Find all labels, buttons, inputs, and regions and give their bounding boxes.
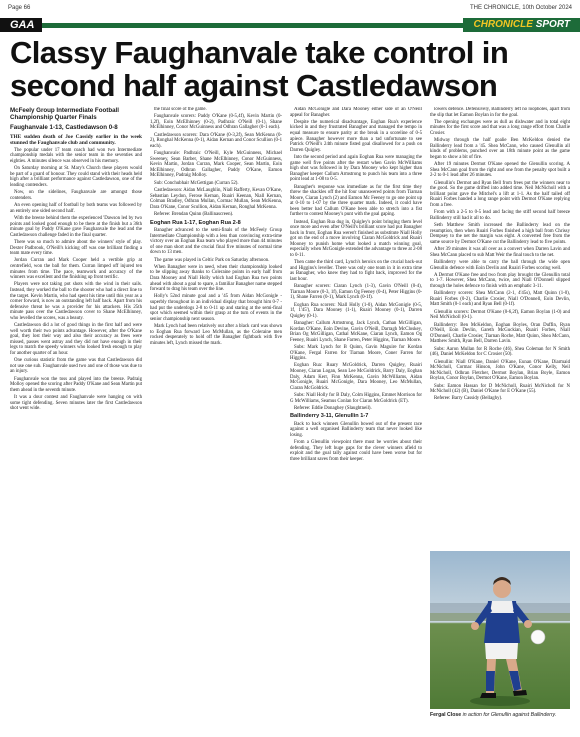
match-photo [430, 551, 570, 709]
article-paragraph: the final score of the game. [154, 107, 207, 112]
column-2 [150, 107, 282, 735]
article-paragraph: Castledawson: Aidan McLaughlin, Niall Rafferty, Kevan O'Kane, Sebastian Leydon, Ferose Kernan, Ruairi Keenan, Niall Kernan, Colman Bradley, Odhran Mullan, Cormac Mullan, Sean McKenna, Dara O'Kane, Conor Scullion, Aidan Kernan, Ronghal McKenna. [150, 188, 282, 210]
article-paragraph: Subs: Mark Lynch for B Quinn, Gavin Maguire for Kordan O'Kane, Fergal Farren for Tiarnan Moore, Coner Farren for Higgins. [290, 345, 422, 362]
gaa-section-label: GAA [0, 18, 42, 32]
article-paragraph: Back to back winners Glenullin bowed out of the present race against a well organised Ballinderry team that never looked like losing. [290, 421, 422, 438]
column-1 [10, 107, 142, 735]
page-header [0, 0, 580, 16]
chronicle-sport-label [463, 18, 580, 32]
article-paragraph: After 39 minutes it was all over as a convert when Darren Lavin and Shea McCann placed to sub Matt Weir the final touch to the net. [430, 247, 570, 258]
article-paragraph: Mark Lynch had been relatively out after a black card was shown to Eoghan Rua forward Leo McMullan, as the Coleraine men rocked desperately to hold off the Banagher fightback with five minutes left, Lynch missed the mark. [150, 323, 282, 346]
column-4 [430, 107, 570, 547]
article-paragraph: Castledawson scorers: Dara O'Kane (0-3,2f), Sean McKenna (0-2), Ronghal McKenna (0-1), Aidan Kernan and Conor Scullion (0-1 each). [150, 132, 282, 149]
chronicle-word: CHRONICLE [473, 19, 533, 30]
article-paragraph: From with a 2-5 to 0-5 lead and facing the stiff second half breeze Ballinderry still had it all to do. [430, 210, 570, 221]
article-paragraph: Subs: Niall Holly for B Daly, Colm Higgins, Emmet Morrison for G McWilliams, Seamus Conlan for Ciaran McGoldrick (ET). [290, 393, 422, 404]
section-divider [42, 23, 463, 28]
article-paragraph: Eoghan Rua: Ruary McGoldrick, Darren Quigley, Ruairi Mooney, Ciaran Logan, Sean Lee McGoldrick, Barry Daly, Eoghan Daly, Adam Kerr, Finn McKenna, Gavin McWilliams, Aidan McGonigle, Ruairi McGonigle, Dara Mooney, Leo McMullan, Ciaran McGoldrick. [290, 363, 422, 391]
article-paragraph: Subs: Aaron Mullan for R Roche (46), Shea Coleman for N Smith (46), Daniel McKeldon for C Crosier (50). [430, 346, 570, 358]
article-paragraph: Referee: Eddie Donaghey (Slaughtneil). [294, 405, 372, 411]
article-paragraph: Faughanvale won the toss and played into the breeze. Padraig Molloy opened the scoring after Paddy O'Kane and Sean Martin put them ahead in the seventh minute. [10, 376, 142, 393]
article-paragraph: Sub: Conchubhair McGettigan (Curran 52). [154, 180, 239, 186]
column-3 [290, 107, 422, 735]
article-paragraph: Glenullin: Niall O'Kane, Daniel O'Kane, Eunan O'Kane, Diarmaid McNicholl, Cormac Hinson, John O'Kane, Conor Kelly, Neil McNicholl, Odhran Fletcher, Dermot Boylan, Brian Boyle, Eamon Boylan, Conor Boylan, Dermot O'Kane, Eamon Boylan. [430, 359, 570, 382]
article-paragraph: Referee: Barry Cassidy (Bellaghy). [434, 396, 503, 402]
article-paragraph: Midway through the half goalie Ben McKeldon denied the Ballinderry lead from a '45. Shea McCann, who caused Glenullin all kinds of problems, punched over an 18th minute point as the game began to show a bit of fire. [430, 138, 570, 160]
article-body [10, 107, 570, 735]
article-paragraph: Banagher advanced to the semi-finals of the McFeely Group Intermediate Championship with a less than convincing extra-time victory over an Eoghan Rua team who played more than 44 minutes of one man short and the crucial final five minutes of normal time down to 13 men. [150, 228, 282, 256]
article-paragraph: Now, on the sidelines, Faughanvale are amongst those contenders. [10, 190, 142, 201]
article-paragraph: Seth Matthew Smith increased the Ballinderry lead on the resumption, then when Ruairi Forbes finished a high ball from Chrissy Dempsey to the net the margin was eight. A converted free from the same source by Dermot O'Kane cut the Ballinderry lead to five points. [430, 223, 570, 245]
article-paragraph: Holly's 52nd minute goal and a '45 from Aidan McGonigle - superbly throughout in an individual display that brought him 0-7 - had put the underdogs 2-8 to 0-11 up and staring at the semi-final spot which seemed within their grasp at the turn of events in the senior championship next season. [150, 294, 282, 322]
article-paragraph: When Banagher were in need, when their championship looked to be slipping away thanks to Coleraine points in early half from Dara Mooney and Niall Holly which had Eoghan Rua two points ahead with about a goal to spare, a familiar Banagher name stepped forward to drag his team over the line. [150, 264, 282, 293]
caption-text: in action for Glenullin against Ballinderry. [461, 712, 557, 718]
article-paragraph: Ballinderry scorers: Shea McCann (2-1, 4'45s), Matt Quinn (1-0), Ruairi Forbes (0-2), Charlie Crosier, Niall O'Donnell, Eoin Devlin, Matt Smith (0-1 each) and Ryan Bell (0-1f). [430, 291, 570, 308]
article-paragraph: Jordan Curran and Mark Cooper held a vertible grip at centrefield, won the ball for them. Curran limped off injured ten minutes from time. The pace, teamwork and accuracy of the winners was excellent and the finishing up front terrific. [10, 258, 142, 281]
article-paragraph: Castledawson did a lot of good things in the first half and were well worth their two points advantage. However, after the O'Kane goal, they lost their way and also their accuracy as frees were missed, passes went astray and they did not have enough in their legs to match the speedy winners who looked fresh enough to play for another quarter of an hour. [10, 323, 142, 356]
section-bar [0, 18, 580, 32]
article-paragraph: An even opening half of football by both teams was followed by an entirely one sided second half. [10, 203, 142, 214]
page-number: Page 66 [8, 5, 31, 11]
article-paragraph: Glenullin scorers: Dermot O'Kane (0-6,2f), Eamon Boylan (1-0) and Neil McNicholl (0-1). [430, 309, 570, 321]
article-paragraph: Subs: Eamon Hassan for D McNicholl, Ruairi McNicholl for N McNicholl (42) (B), Daniel O'Kane for E O'Kane (55). [430, 383, 570, 395]
article-paragraph: Banagher scorers: Ciaran Lynch (1-3), Gavin O'Neill (0-4), Tiarnan Moore (0-3, 1f), Eamon Og Feeney (0-4), Peter Higgins (0-1), Shane Farren (0-1), Mark Lynch (0-1f). [290, 284, 422, 301]
article-paragraph: Banagher: Callum Armstrong, Jack Lynch, Cathan McGilligan, Kordan O'Kane, Eoin Devine, Gavin O'Neill, Darragh McCloskey, Brian Og McGilligan, Cathal McKane, Ciaran Lynch, Eamon Og Feeney, Ruairi Lynch, Shane Farren, Peter Higgins, Tiarnan Moore. [290, 321, 422, 343]
article-paragraph: Ballinderry were able to carry the ball through the wide open Glenullin defence with Eoin Devlin and Ruairi Forbes scoring well. [430, 260, 570, 271]
match-photo-image [430, 551, 570, 709]
article-paragraph: There was so much to admire about the winners' style of play. Dexter Padbrook, O'Neill's kicking off was one brilliant finding a team mate every time. [10, 239, 142, 257]
lead-paragraph: THE sudden death of Joe Cassidy earlier in the week stunned the Faughanvale club and community. [10, 134, 142, 146]
article-paragraph: Players were not taking pot shots with the wind in their sails. Instead, they worked the ball to the shooter who had a direct line to the target. Kevin Martin, who had spent his time until this year as a corner forward, is now an outstanding left half back. Apart from his defensive threat he was a provider for his attackers. His 25th minute pass over the Castledawson cover to Shane McElhinney, who levelled the scores, was a beauty. [10, 282, 142, 321]
article-paragraph: Eoghan Rua scorers: Niall Holly (1-0), Aidan McGonigle (0-5, 1f, 1'45'), Dara Mooney (1-1), Ruairi Mooney (0-1), Darren Quigley (0-1). [290, 302, 422, 319]
article-paragraph: lowers defence. Defensively, Ballinderry left no loopholes, apart from the slip that let Eamon Boylan in for the goal. [430, 107, 570, 118]
photo-caption [430, 712, 570, 718]
caption-player-name: Fergal Close [430, 712, 462, 718]
article-paragraph: Faughanvale: Padhraic O'Neill, Kyle McGuinness, Michael Sweeney, Sean Barber, Shane McElhinney, Conor McGuinness, Kevin Martin, Jordan Curran, Mark Cooper, Sean Martin, Eoin McElhinney, Odhran Gallagher, Paddy O'Kane, Eamon McElhinney, Padraig Molloy. [150, 151, 282, 179]
article-paragraph: The game was played in Celtic Park on Saturday afternoon. [154, 257, 270, 263]
competition-heading: McFeely Group Intermediate Football Championship Quarter Finals [10, 107, 119, 121]
article-paragraph: Ballinderry: Ben McKeldon, Eoghan Boyles, Oran Duffin, Ryan O'Neill, Eoin Devlin, Gareth McGuckian, Ruairi Forbes, Niall O'Donnell, Charlie Crosier, Tiarnan Roche, Matt Quinn, Shea McCann, Matthew Smith, Ryan Bell, Darren Lavin. [430, 322, 570, 345]
article-paragraph: Faughanvale scorers: Paddy O'Kane (0-5,4f), Kevin Martin (0-1,2f), Eoin McElhinney (0-2), Padhraic O'Neill (0-1), Shane McElhinney, Conor McGuinness and Odhran Gallagher (0-1 each). [150, 114, 282, 131]
article-paragraph: Then came the third card, Lynch's heroics on the crucial back-out and Higgins's leveller. There was only one team in it in extra time as Banagher, who knew they had to fight back, improved for the last hour. [290, 260, 422, 282]
paper-date: THE CHRONICLE, 10th October 2024 [469, 5, 572, 11]
article-paragraph: The opening exchanges were as dull as dishwater and in total eight minutes for the first score and that was a long range effort from Charlie Crosier. [430, 119, 570, 136]
article-paragraph: With the breeze behind them the experienced 'Dawson led by two points and looked good enough to be there at the finish but a 36th minute goal by Paddy O'Kane gave Faughanvale the lead and the Castledawson challenge faded in the final quarter. [10, 216, 142, 238]
article-paragraph: It was a dour contest and Faughanvale were hanging on with some tight defending. Seven minutes later the first Castledawson shot went wide. [10, 394, 142, 412]
article-paragraph: After 19 minutes Dermot O'Kane opened the Glenullin scoring. A Shea McCann goal from the right and one from the penalty spot built a 2-2 to 0-1 lead after 26 minutes. [430, 162, 570, 179]
article-paragraph: From a Glenullin viewpoint there must be worries about their defending. They left huge gaps for the clever winners afield to exploit and the goal tally against could have been worse but for three brilliant saves from their keeper. [290, 440, 422, 462]
sport-word: SPORT [535, 19, 570, 30]
article-paragraph: Despite the numerical disadvantage, Eoghan Rua's experience kicked in and they frustrated Banagher and managed the tempo in equal measure to ensure parity at the break in a scoreline of 0-5 apiece. Banagher however more than a tad unfortunate to see Patrick O'Neill's 24th minute fisted goal disallowed for a push on Darren Quigley. [290, 119, 422, 153]
article-paragraph: Referee: Brendan Quinn (Ballinascreen). [154, 212, 234, 218]
article-paragraph: On Saturday morning at St. Mary's Church these players would be part of a guard of honour. They could stand with their heads held high after a brilliant performance against Castledawson, one of the leading contenders. [10, 166, 142, 188]
article-paragraph: A Dermot O'Kane free and two from play brought the Glenullin total to 1-7. However, Shea McCann, twice, and Niall O'Donnell slipped through the holes defence to finish with an emphatic 3-11. [430, 272, 570, 290]
article-paragraph: Into the second period and again Eoghan Rua were managing the game well five points after the restart when Gavin McWilliams high shot was followed in by Dara Mooney who kept higher than Banagher keeper Callum Armstrong to punch his team into a three point lead at 1-08 to 0-5. [290, 154, 422, 183]
article-paragraph: Banagher's response was immediate as for the first time they threw the shackles off the hit four unanswered points from Tiarnan Moore, Ciaran Lynch (2) and Eamon Mc Feeney to go one point up at 0-10 to 1-07 by the three quarter mark. Indeed, it could have been better had Callum O'Kane been able to stretch into a fist further to contest Mooney's punt with the goal gaping. [290, 184, 422, 218]
article-headline: Classy Faughanvale take control in second half against Castledawson [10, 35, 509, 103]
article-paragraph: Instead, Eoghan Rua dug in, Quigley's point bringing them level once more and even after O'Neill's brilliant score had put Banagher back in front, Eoghan Rua weren't finished as substitute Niall Holly got on the end of a move involving Ciaran McGoldrick and Ruairi Mooney to punish home what looked a match winning goal, especially when McGonigle extended the advantage to three at 2-08 to 0-11. [290, 219, 422, 258]
result-heading: Faughanvale 1-13, Castledawson 0-8 [10, 124, 118, 131]
match-subheading: Ballinderry 3-11, Glenullin 1-7 [290, 413, 369, 420]
article-paragraph: One curious statistic from the game was that Castledawson did not use one sub. Faughanvale used two and one of those was due to an injury. [10, 358, 142, 375]
article-paragraph: Glenullin's Dermot and Ryan Bell from frees put the winners near to the good. So the game drifted into added time. Neil McNicholl with a brilliant point gave the Mitchel's a lift at 1-1. As the half tailed off Ruairi Forbes handed a long range point with Dermot O'Kane replying from a free. [430, 180, 570, 208]
article-paragraph: Aidan McGonigle and Dara Mooney either side of an O'Neill appeal for Banagher. [290, 107, 422, 118]
article-paragraph: The popular under 17 team coach had won two Intermediate championship medals with the senior team in the seventies and eighties. A minutes silence was observed in his memory. [10, 147, 142, 164]
match-subheading: Eoghan Rua 1-17, Eoghan Rua 2-8 [150, 219, 241, 226]
